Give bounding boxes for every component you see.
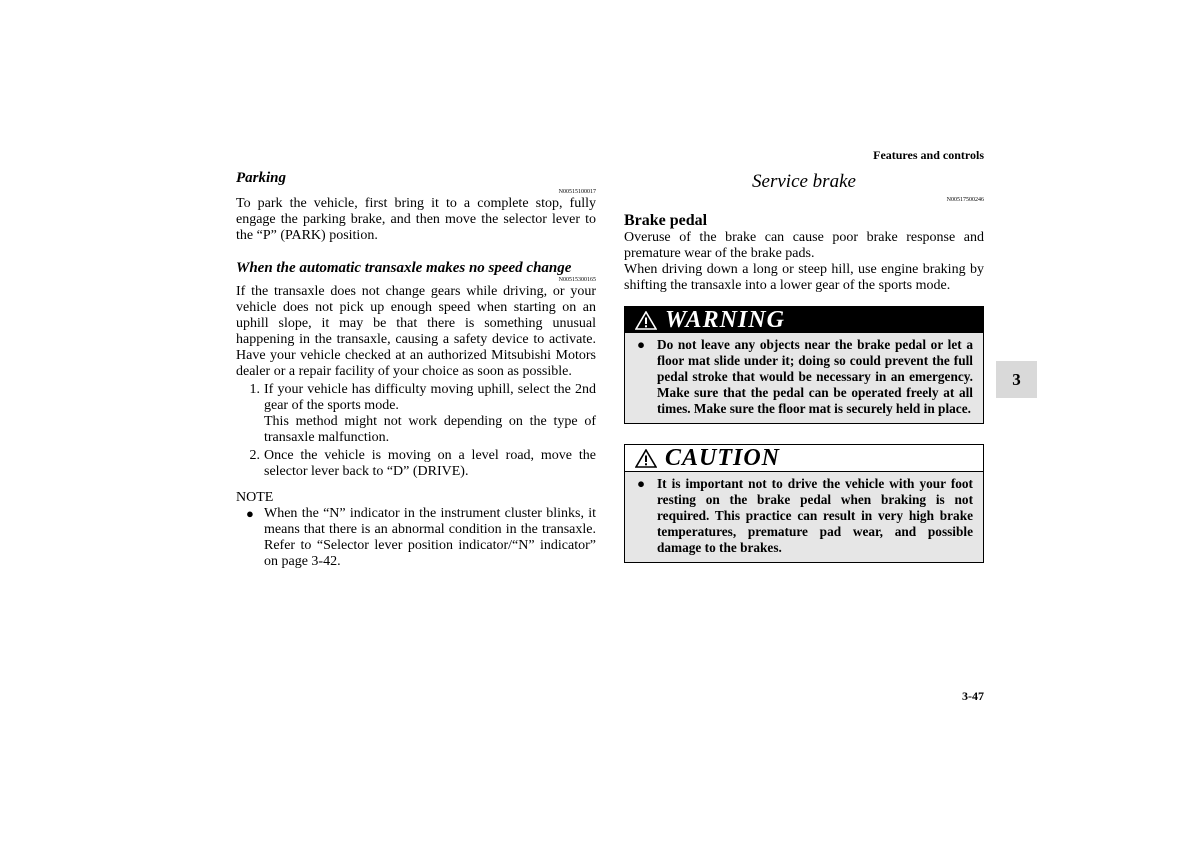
- brake-para-1: Overuse of the brake can cause poor brake response and premature wear of the brake pads.: [624, 230, 984, 261]
- warning-triangle-icon: [635, 311, 657, 330]
- warning-text: Do not leave any objects near the brake pedal or let a floor mat slide under it; doing so could prevent the full pedal stroke that would be necessary in an emergency. Make sure that the pedal can be operated freely at all times. Make sure the floor mat is securely held in place.: [657, 337, 973, 416]
- caution-body: [625, 472, 983, 562]
- caution-title: CAUTION: [665, 445, 781, 471]
- section-code: N00517500246: [946, 197, 984, 203]
- list-extra: This method might not work depending on the type of transaxle malfunction.: [264, 414, 596, 445]
- warning-triangle-icon: [635, 449, 657, 468]
- bullet-icon: ●: [637, 337, 646, 352]
- caution-box: [624, 444, 984, 563]
- chapter-tab: 3: [996, 361, 1037, 398]
- list-number: 1.: [249, 382, 260, 397]
- brake-pedal-subtitle: Brake pedal: [624, 212, 708, 229]
- page-number: 3-47: [962, 689, 984, 703]
- left-column: [236, 170, 596, 570]
- no-speed-body: If the transaxle does not change gears while driving, or your vehicle does not pick up enough speed when starting on an uphill slope, it may be that there is something unusual happening in the transaxle, causing a safety device to activate. Have your vehicle checked at an authorized Mitsubishi Motors dealer or a repair facility of your choice as soon as possible.: [236, 284, 596, 379]
- warning-title: WARNING: [665, 307, 785, 333]
- list-number: 2.: [249, 448, 260, 463]
- warning-box: [624, 306, 984, 424]
- list-item: [236, 448, 596, 480]
- note-item: [246, 506, 596, 570]
- list-text: Once the vehicle is moving on a level road, move the selector lever back to “D” (DRIVE).: [264, 448, 596, 479]
- caution-text: It is important not to drive the vehicle with your foot resting on the brake pedal when braking is not required. This practice can result in very high brake temperatures, premature pad wear, and possible damage to the brakes.: [657, 476, 973, 555]
- running-header: Features and controls: [873, 148, 984, 162]
- note-text: When the “N” indicator in the instrument cluster blinks, it means that there is an abnormal condition in the transaxle. Refer to “Selector lever position indicator/“N” indicator” on page 3-42.: [264, 506, 596, 569]
- list-item: [236, 382, 596, 446]
- parking-heading: Parking: [236, 170, 287, 186]
- no-speed-code: N00515300165: [558, 277, 596, 283]
- warning-header: [625, 307, 983, 333]
- list-text: If your vehicle has difficulty moving uphill, select the 2nd gear of the sports mode.: [264, 382, 596, 413]
- caution-header: [625, 445, 983, 472]
- bullet-icon: ●: [246, 506, 254, 521]
- right-column: [624, 170, 984, 563]
- parking-body: To park the vehicle, first bring it to a complete stop, fully engage the parking brake, and then move the selector lever to the “P” (PARK) position.: [236, 196, 596, 243]
- parking-code: N00515100017: [558, 189, 596, 195]
- brake-para-2: When driving down a long or steep hill, use engine braking by shifting the transaxle into a lower gear of the sports mode.: [624, 262, 984, 293]
- warning-body: [625, 333, 983, 423]
- bullet-icon: ●: [637, 476, 646, 491]
- section-title: Service brake: [752, 171, 856, 192]
- note-label: NOTE: [236, 490, 274, 505]
- no-speed-heading: When the automatic transaxle makes no speed change: [236, 260, 572, 276]
